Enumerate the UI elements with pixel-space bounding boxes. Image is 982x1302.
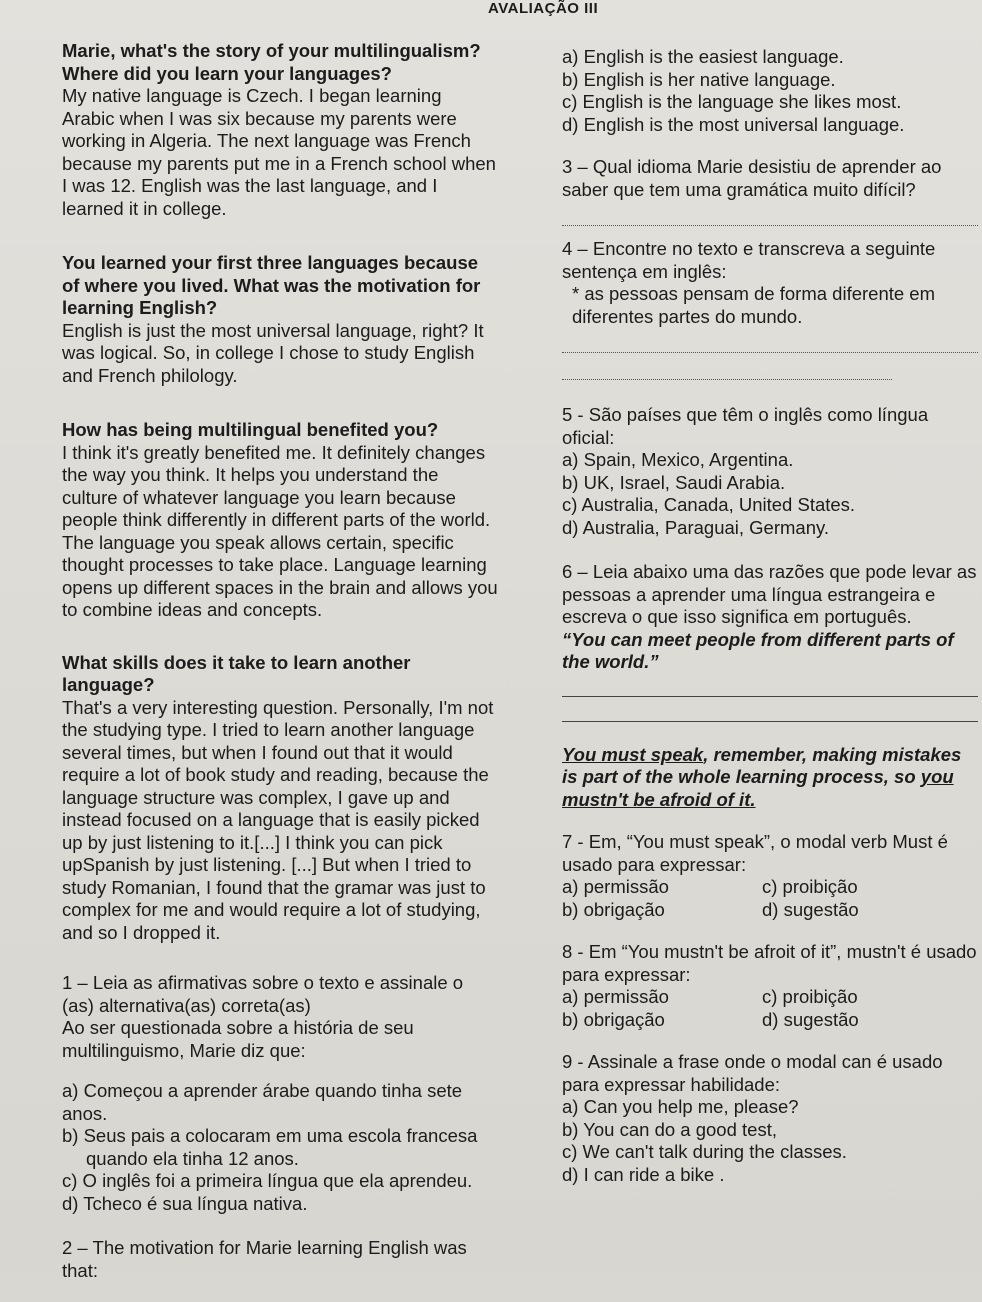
question-6-title: 6 – Leia abaixo uma das razões que pode levar as pessoas a aprender uma língua estrangeira e escreva o que isso significa em português. bbox=[562, 561, 977, 627]
mustnt-phrase: you mustn't be afroid of it. bbox=[562, 766, 954, 810]
question-8-options-row-1 bbox=[562, 986, 978, 1009]
interview-block-1 bbox=[62, 40, 498, 220]
question-5-option-c[interactable]: c) Australia, Canada, United States. bbox=[562, 494, 856, 515]
question-2-option-a[interactable]: a) English is the easiest language. bbox=[562, 46, 844, 67]
question-8-option-a[interactable]: a) permissão bbox=[562, 986, 669, 1007]
question-7-option-c[interactable]: c) proibição bbox=[762, 876, 858, 897]
interview-question: Marie, what's the story of your multilingualism? Where did you learn your languages? bbox=[62, 40, 481, 84]
question-4-title: 4 – Encontre no texto e transcreva a seguinte sentença em inglês: bbox=[562, 238, 936, 282]
interview-block-2 bbox=[62, 252, 498, 387]
question-9-title: 9 - Assinale a frase onde o modal can é usado para expressar habilidade: bbox=[562, 1051, 943, 1095]
question-7-option-d[interactable]: d) sugestão bbox=[762, 898, 859, 920]
question-1-title: 1 – Leia as afirmativas sobre o texto e assinale o (as) alternativa(as) correta(as) bbox=[62, 972, 464, 1016]
question-6-quote-2 bbox=[562, 744, 978, 812]
question-2-option-b[interactable]: b) English is her native language. bbox=[562, 68, 836, 90]
question-8 bbox=[562, 941, 978, 1031]
question-1-option-b-cont: quando ela tinha 12 anos. bbox=[86, 1147, 299, 1169]
page-title: AVALIAÇÃO III bbox=[488, 0, 599, 17]
interview-answer: English is just the most universal language, right? It was logical. So, in college I chose to study English and French philology. bbox=[62, 319, 484, 386]
question-3 bbox=[562, 156, 978, 226]
answer-line[interactable] bbox=[562, 330, 978, 353]
right-column bbox=[562, 46, 978, 1206]
question-2-option-c[interactable]: c) English is the language she likes most. bbox=[562, 91, 902, 112]
question-5-option-d[interactable]: d) Australia, Paraguai, Germany. bbox=[562, 516, 830, 538]
question-5-option-b[interactable]: b) UK, Israel, Saudi Arabia. bbox=[562, 471, 786, 493]
answer-line[interactable] bbox=[562, 203, 978, 226]
question-6-quote: “You can meet people from different parts of the world.” bbox=[562, 628, 954, 672]
left-column bbox=[62, 40, 498, 1302]
question-5-option-a[interactable]: a) Spain, Mexico, Argentina. bbox=[562, 449, 794, 470]
question-1-intro: Ao ser questionada sobre a história de seu multilinguismo, Marie diz que: bbox=[62, 1017, 414, 1061]
interview-block-4 bbox=[62, 652, 498, 945]
question-7 bbox=[562, 831, 978, 921]
question-8-options-row-2 bbox=[562, 1009, 978, 1032]
quote-middle: , remember, making mistakes is part of the whole learning process, so bbox=[562, 743, 962, 787]
answer-line[interactable] bbox=[562, 357, 892, 380]
question-5-title: 5 - São países que têm o inglês como língua oficial: bbox=[562, 404, 929, 448]
question-1 bbox=[62, 972, 498, 1215]
question-8-option-c[interactable]: c) proibição bbox=[762, 986, 858, 1007]
question-1-option-c[interactable]: c) O inglês foi a primeira língua que ela aprendeu. bbox=[62, 1170, 473, 1191]
question-7-option-a[interactable]: a) permissão bbox=[562, 876, 669, 897]
interview-question: You learned your first three languages because of where you lived. What was the motivation for learning English? bbox=[62, 252, 481, 318]
question-7-title: 7 - Em, “You must speak”, o modal verb Must é usado para expressar: bbox=[562, 831, 948, 875]
question-2-title: 2 – The motivation for Marie learning English was that: bbox=[62, 1237, 467, 1281]
question-9-option-b[interactable]: b) You can do a good test, bbox=[562, 1118, 777, 1140]
question-1-option-a[interactable]: a) Começou a aprender árabe quando tinha sete anos. bbox=[62, 1080, 463, 1124]
interview-answer: My native language is Czech. I began learning Arabic when I was six because my parents were working in Algeria. The next language was French because my parents put me in a French school when I was 12. English was the last language, and I learned it in college. bbox=[62, 85, 496, 219]
answer-line[interactable] bbox=[562, 701, 978, 722]
question-9 bbox=[562, 1051, 978, 1186]
question-7-option-b[interactable]: b) obrigação bbox=[562, 898, 665, 920]
question-7-options-row-1 bbox=[562, 876, 978, 899]
interview-block-3 bbox=[62, 419, 498, 622]
question-2-option-d[interactable]: d) English is the most universal language. bbox=[562, 113, 905, 135]
question-6 bbox=[562, 561, 978, 811]
question-8-title: 8 - Em “You mustn't be afroit of it”, mustn't é usado para expressar: bbox=[562, 941, 977, 985]
question-4 bbox=[562, 238, 978, 380]
answer-line[interactable] bbox=[562, 676, 978, 697]
interview-answer: That's a very interesting question. Personally, I'm not the studying type. I tried to learn another language several times, but when I found out that it would require a lot of book study and reading, because the language structure was complex, I gave up and instead focused on a language that is easily picked up by just listening to it.[...] I think you can pick upSpanish by just listening. [...] But when I tried to study Romanian, I found that the gramar was just to complex for me and would require a lot of studying, and so I dropped it. bbox=[62, 696, 494, 943]
question-8-option-d[interactable]: d) sugestão bbox=[762, 1008, 859, 1030]
question-5 bbox=[562, 404, 978, 539]
interview-question: What skills does it take to learn another language? bbox=[62, 651, 411, 695]
question-1-option-b[interactable]: b) Seus pais a colocaram em uma escola francesa bbox=[62, 1125, 478, 1146]
question-3-title: 3 – Qual idioma Marie desistiu de aprender ao saber que tem uma gramática muito difícil? bbox=[562, 156, 942, 200]
interview-question: How has being multilingual benefited you? bbox=[62, 419, 439, 440]
question-4-bullet: * as pessoas pensam de forma diferente em diferentes partes do mundo. bbox=[572, 283, 935, 327]
must-speak-phrase: You must speak bbox=[562, 743, 704, 765]
question-2 bbox=[62, 1237, 498, 1282]
question-2-options bbox=[562, 46, 978, 136]
interview-answer: I think it's greatly benefited me. It definitely changes the way you think. It helps you understand the culture of whatever language you learn because people think differently in different parts of the world. The language you speak allows certain, specific thought processes to take place. Language learning opens up different spaces in the brain and allows you to combine ideas and concepts. bbox=[62, 441, 498, 620]
question-7-options-row-2 bbox=[562, 899, 978, 922]
question-9-option-c[interactable]: c) We can't talk during the classes. bbox=[562, 1141, 847, 1162]
question-9-option-d[interactable]: d) I can ride a bike . bbox=[562, 1163, 725, 1185]
question-8-option-b[interactable]: b) obrigação bbox=[562, 1008, 665, 1030]
question-9-option-a[interactable]: a) Can you help me, please? bbox=[562, 1096, 799, 1117]
question-1-option-d[interactable]: d) Tcheco é sua língua nativa. bbox=[62, 1192, 308, 1214]
